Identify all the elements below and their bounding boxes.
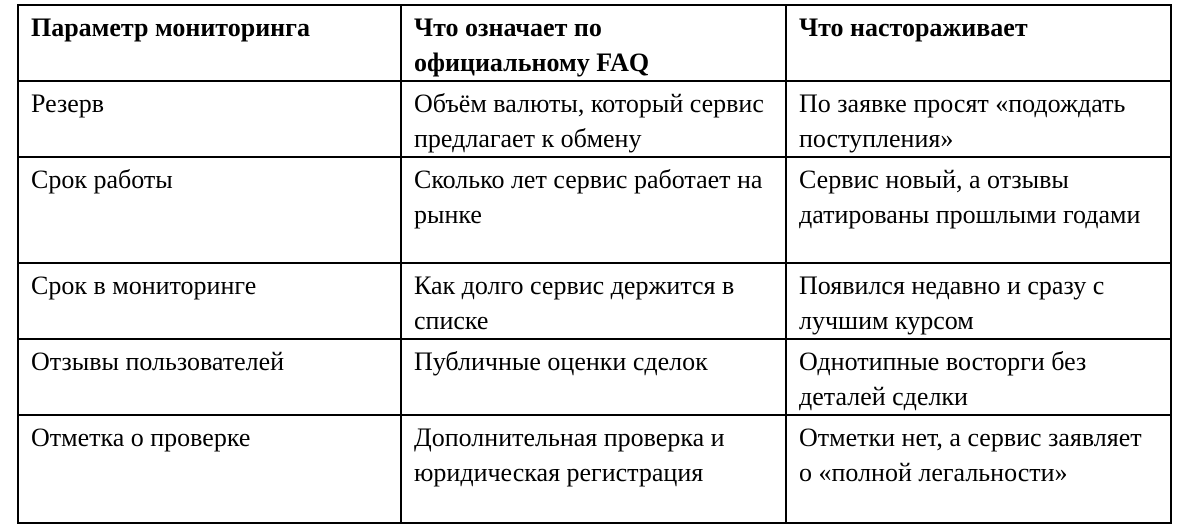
cell-faq-meaning: Сколько лет сервис работает на рынке bbox=[401, 157, 786, 263]
table-row bbox=[18, 157, 1171, 263]
table-row bbox=[18, 263, 1171, 339]
table-row bbox=[18, 415, 1171, 523]
cell-parameter: Резерв bbox=[18, 81, 401, 157]
header-parameter: Параметр мониторинга bbox=[18, 5, 401, 81]
cell-parameter: Отметка о проверке bbox=[18, 415, 401, 523]
table-header-row bbox=[18, 5, 1171, 81]
table-row bbox=[18, 339, 1171, 415]
cell-faq-meaning: Дополнительная проверка и юридическая регистрация bbox=[401, 415, 786, 523]
cell-warning-sign: Появился недавно и сразу с лучшим курсом bbox=[786, 263, 1171, 339]
cell-faq-meaning: Публичные оценки сделок bbox=[401, 339, 786, 415]
cell-faq-meaning: Объём валюты, который сервис предлагает к обмену bbox=[401, 81, 786, 157]
header-faq-meaning: Что означает по официальному FAQ bbox=[401, 5, 786, 81]
table-row bbox=[18, 81, 1171, 157]
cell-faq-meaning: Как долго сервис держится в списке bbox=[401, 263, 786, 339]
cell-parameter: Срок в мониторинге bbox=[18, 263, 401, 339]
cell-parameter: Отзывы пользователей bbox=[18, 339, 401, 415]
cell-parameter: Срок работы bbox=[18, 157, 401, 263]
header-warning-signs: Что настораживает bbox=[786, 5, 1171, 81]
cell-warning-sign: Отметки нет, а сервис заявляет о «полной легальности» bbox=[786, 415, 1171, 523]
cell-warning-sign: Однотипные восторги без деталей сделки bbox=[786, 339, 1171, 415]
monitoring-parameters-table bbox=[17, 4, 1172, 524]
cell-warning-sign: По заявке просят «подождать поступления» bbox=[786, 81, 1171, 157]
cell-warning-sign: Сервис новый, а отзывы датированы прошлыми годами bbox=[786, 157, 1171, 263]
